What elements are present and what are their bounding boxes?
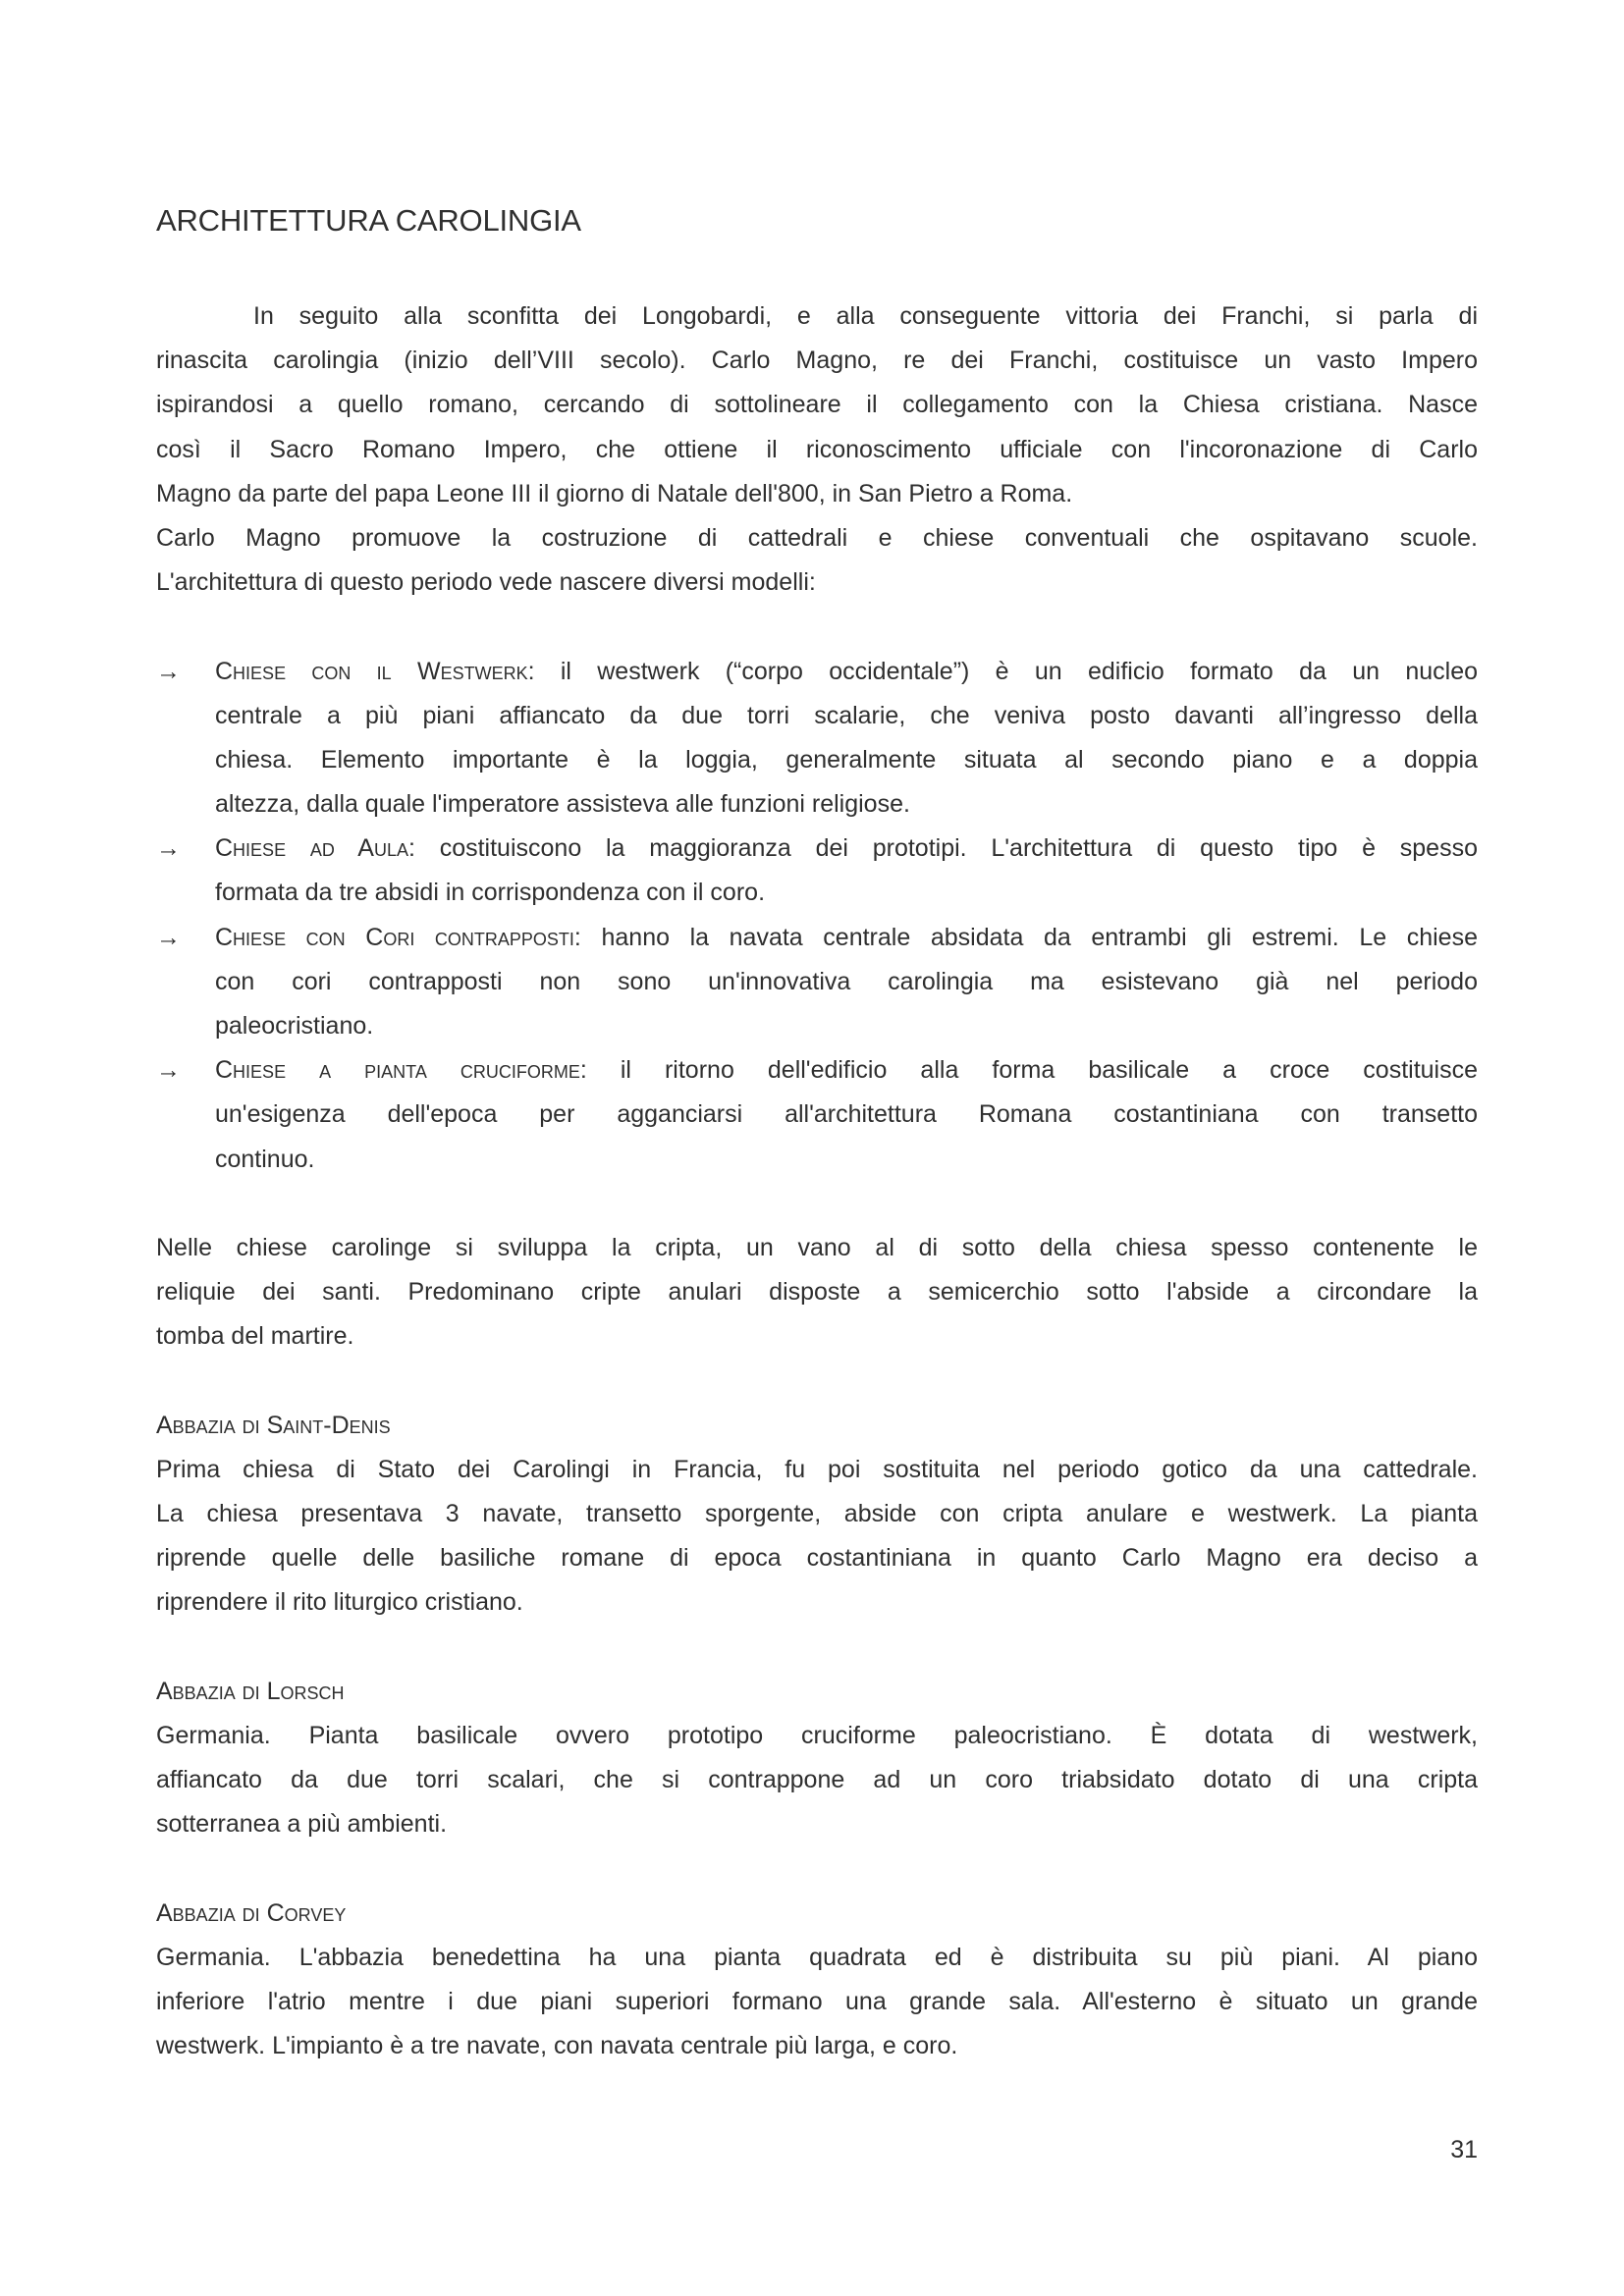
paragraph-line: L'architettura di questo periodo vede nascere diversi modelli: [156, 568, 816, 597]
arrow-right-icon: → [156, 1056, 181, 1085]
list-item-label: Chiese ad Aula: [215, 834, 415, 863]
models-intro-paragraph [156, 516, 1478, 605]
paragraph-line: ispirandosi a quello romano, cercando di sottolineare il collegamento con la Chiesa cristiana. Nasce [156, 391, 1478, 419]
paragraph-line: Nelle chiese carolinge si sviluppa la cripta, un vano al di sotto della chiesa spesso contenente le [156, 1233, 1478, 1261]
list-item-label: Chiese con il Westwerk: [215, 657, 535, 685]
page-title: ARCHITETTURA CAROLINGIA [156, 203, 581, 238]
paragraph-line: Germania. Pianta basilicale ovvero prototipo cruciforme paleocristiano. È dotata di westwerk, [156, 1722, 1478, 1749]
list-item-line: continuo. [215, 1145, 315, 1173]
list-item-line [156, 827, 1478, 871]
list-item-text: hanno la navata centrale absidata da entrambi gli estremi. Le chiese [601, 923, 1478, 951]
list-item-pianta-cruciforme [156, 1048, 1478, 1182]
spacer [156, 1847, 1478, 1892]
arrow-right-icon: → [156, 923, 181, 951]
arrow-right-icon: → [156, 834, 181, 863]
spacer [156, 605, 1478, 649]
list-item-line [156, 650, 1478, 694]
paragraph-line: riprende quelle delle basiliche romane di epoca costantiniana in quanto Carlo Magno era deciso a [156, 1544, 1478, 1573]
section-heading: Abbazia di Lorsch [156, 1677, 345, 1705]
paragraph-line: reliquie dei santi. Predominano cripte anulari disposte a semicerchio sotto l'abside a circondare la [156, 1278, 1478, 1307]
arrow-right-icon: → [156, 657, 181, 685]
paragraph-line: tomba del martire. [156, 1322, 354, 1351]
list-item-aula [156, 827, 1478, 915]
list-item-text: costituiscono la maggioranza dei prototipi. L'architettura di questo tipo è spesso [439, 834, 1478, 863]
section-saint-denis [156, 1404, 1478, 1626]
list-item-line [156, 916, 1478, 960]
intro-paragraph [156, 294, 1478, 516]
paragraph-line: Prima chiesa di Stato dei Carolingi in Francia, fu poi sostituita nel periodo gotico da una cattedrale. [156, 1455, 1478, 1483]
paragraph-line: così il Sacro Romano Impero, che ottiene il riconoscimento ufficiale con l'incoronazione di Carlo [156, 435, 1478, 463]
paragraph-line: riprendere il rito liturgico cristiano. [156, 1588, 523, 1617]
list-item-line [156, 1048, 1478, 1093]
list-item-label: Chiese a pianta cruciforme: [215, 1056, 587, 1085]
list-item-westwerk [156, 650, 1478, 828]
spacer [156, 1182, 1478, 1226]
list-item-cori-contrapposti [156, 916, 1478, 1049]
paragraph-line: Germania. L'abbazia benedettina ha una pianta quadrata ed è distribuita su più piani. Al piano [156, 1943, 1478, 1971]
paragraph-line: inferiore l'atrio mentre i due piani superiori formano una grande sala. All'esterno è situato un grande [156, 1988, 1478, 2016]
list-item-text: il westwerk (“corpo occidentale”) è un edificio formato da un nucleo [560, 657, 1479, 685]
spacer [156, 1360, 1478, 1404]
list-item-line: formata da tre absidi in corrispondenza con il coro. [215, 879, 766, 907]
list-item-line: con cori contrapposti non sono un'innovativa carolingia ma esistevano già nel periodo [215, 967, 1478, 995]
spacer [156, 1626, 1478, 1670]
crypt-paragraph [156, 1226, 1478, 1360]
paragraph-line: Carlo Magno promuove la costruzione di cattedrali e chiese conventuali che ospitavano scuole. [156, 523, 1478, 552]
paragraph-line: Magno da parte del papa Leone III il giorno di Natale dell'800, in San Pietro a Roma. [156, 479, 1073, 507]
paragraph-line: westwerk. L'impianto è a tre navate, con navata centrale più larga, e coro. [156, 2032, 958, 2060]
paragraph-line: La chiesa presentava 3 navate, transetto sporgente, abside con cripta anulare e westwerk. La pianta [156, 1500, 1478, 1528]
section-heading: Abbazia di Saint-Denis [156, 1411, 391, 1439]
section-heading: Abbazia di Corvey [156, 1898, 347, 1927]
paragraph-line: rinascita carolingia (inizio dell’VIII secolo). Carlo Magno, re dei Franchi, costituisce un vasto Impero [156, 347, 1478, 375]
page-body [156, 294, 1478, 2069]
section-lorsch [156, 1670, 1478, 1847]
section-corvey [156, 1892, 1478, 2069]
church-models-list [156, 650, 1478, 1182]
list-item-text: il ritorno dell'edificio alla forma basilicale a croce costituisce [620, 1056, 1478, 1085]
page-number: 31 [1450, 2136, 1478, 2163]
list-item-line: chiesa. Elemento importante è la loggia, generalmente situata al secondo piano e a doppia [215, 745, 1478, 774]
list-item-line: paleocristiano. [215, 1012, 374, 1040]
paragraph-line: sotterranea a più ambienti. [156, 1810, 448, 1839]
list-item-line: un'esigenza dell'epoca per agganciarsi all'architettura Romana costantiniana con transetto [215, 1100, 1478, 1129]
paragraph-line: affiancato da due torri scalari, che si contrappone ad un coro triabsidato dotato di una cripta [156, 1766, 1478, 1794]
list-item-label: Chiese con Cori contrapposti: [215, 923, 581, 951]
paragraph-line: In seguito alla sconfitta dei Longobardi, e alla conseguente vittoria dei Franchi, si parla di [253, 302, 1478, 330]
list-item-line: altezza, dalla quale l'imperatore assisteva alle funzioni religiose. [215, 790, 910, 819]
list-item-line: centrale a più piani affiancato da due torri scalarie, che veniva posto davanti all’ingresso della [215, 701, 1478, 729]
